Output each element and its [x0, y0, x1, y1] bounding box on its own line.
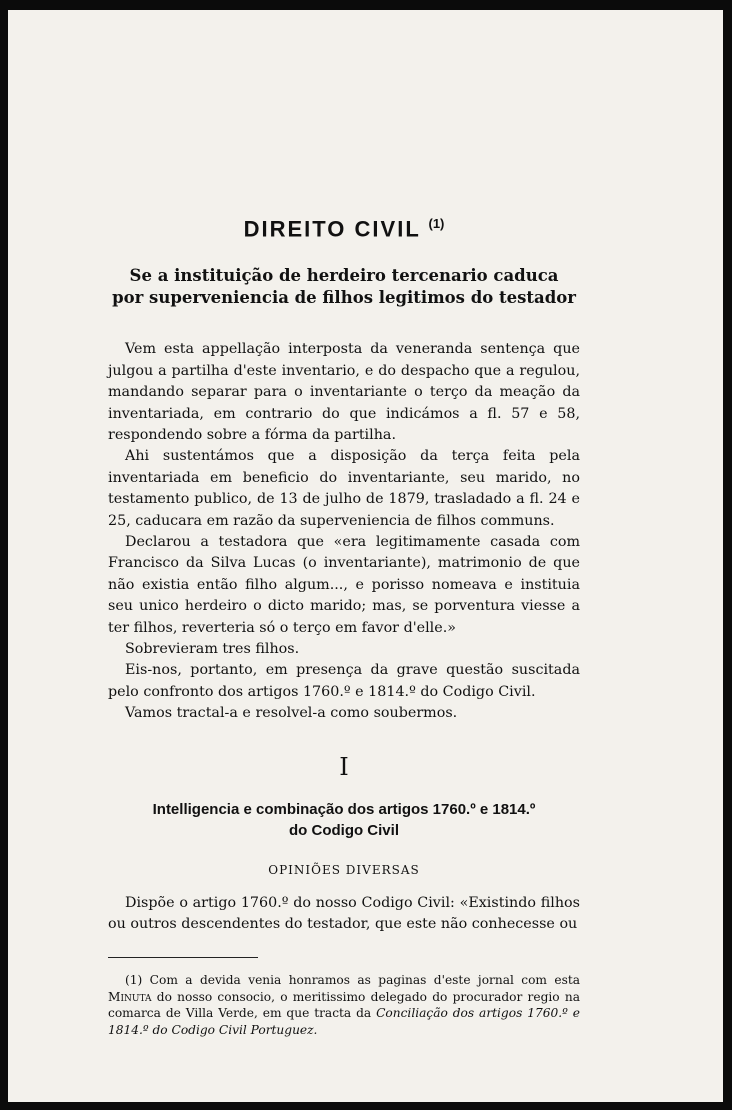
document-page — [8, 10, 723, 1102]
section-title: Intelligencia e combinação dos artigos 1760.º e 1814.º do Codigo Civil — [152, 800, 536, 839]
paragraph: Vem esta appellação interposta da veneranda sentença que julgou a partilha d'este inventario, e do despacho que a regulou, mandando separar para o inventariante o terço da meação da inventariada, em contrario do que indicámos a fl. 57 e 58, respondendo sobre a fórma da partilha. — [108, 341, 580, 443]
section-number: I — [339, 752, 349, 781]
page-content — [108, 210, 580, 1038]
paragraph: Sobrevieram tres filhos. — [125, 641, 300, 658]
article-body — [108, 339, 580, 724]
footnote-reference[interactable]: (1) — [428, 216, 445, 231]
footnote: (1) Com a devida venia honramos as paginas d'este jornal com esta Minuta do nosso consocio, o meritissimo delegado do procurador regio na comarca de Villa Verde, em que tracta da Conciliação dos artigos 1760.º e 1814.º do Codigo Civil Portuguez. — [108, 973, 581, 1037]
paragraph: Ahi sustentámos que a disposição da terça feita pela inventariada em beneficio do inventariante, seu marido, no testamento publico, de 13 de julho de 1879, trasladado a fl. 24 e 25, caducara em razão da superveniencia de filhos communs. — [108, 448, 580, 529]
footnote-divider — [108, 957, 258, 958]
paragraph: Vamos tractal-a e resolvel-a como soubermos. — [125, 705, 458, 722]
document-title: DIREITO CIVIL $^{(1)}$ — [243, 216, 445, 242]
section-body — [108, 893, 580, 936]
article-subtitle: Se a instituição de herdeiro tercenario caduca por superveniencia de filhos legitimos do testador — [112, 266, 576, 308]
section-subheading: OPINIÕES DIVERSAS — [268, 862, 420, 877]
paragraph: Dispõe o artigo 1760.º do nosso Codigo Civil: «Existindo filhos ou outros descendentes do testador, que este não conhecesse ou — [108, 894, 580, 933]
paragraph: Eis-nos, portanto, em presença da grave questão suscitada pelo confronto dos artigos 1760.º e 1814.º do Codigo Civil. — [108, 662, 580, 700]
paragraph: Declarou a testadora que «era legitimamente casada com Francisco da Silva Lucas (o inventariante), matrimonio de que não existia então filho algum..., e porisso nomeava e instituia seu unico herdeiro o dicto marido; mas, se porventura viesse a ter filhos, reverteria só o terço em favor d'elle.» — [108, 533, 580, 636]
